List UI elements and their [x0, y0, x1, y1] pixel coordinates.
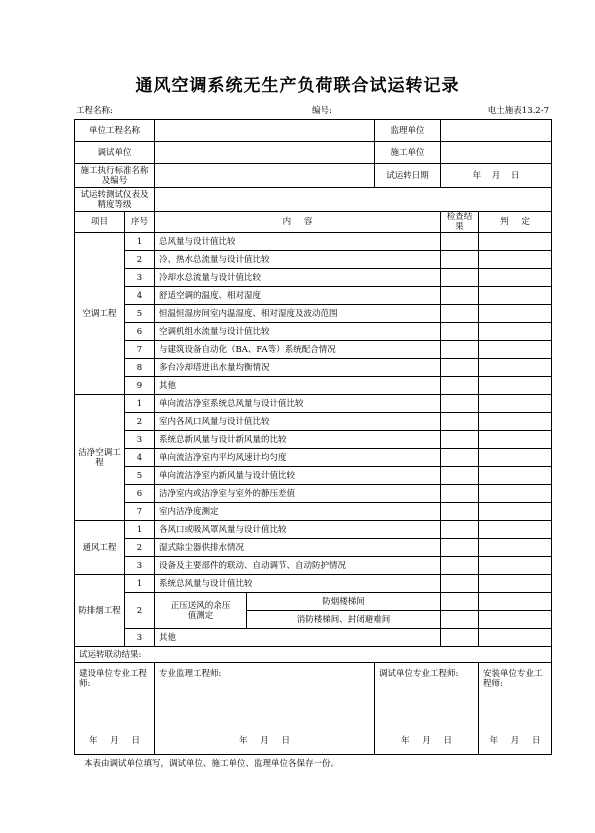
group-name: 洁净空调工程 — [75, 395, 125, 521]
instrument-label: 试运转测试仪表及精度等级 — [75, 188, 155, 212]
check-result-cell[interactable] — [441, 467, 479, 485]
table-row — [75, 557, 552, 575]
check-result-cell[interactable] — [441, 539, 479, 557]
table-row — [75, 413, 552, 431]
table-row — [75, 287, 552, 305]
unit-project-name-field[interactable] — [155, 120, 375, 142]
sub-item-refuge: 消防楼梯间、封闭避难间 — [247, 611, 441, 629]
table-row — [75, 449, 552, 467]
row-content: 冷、热水总流量与设计值比较 — [155, 251, 441, 269]
judgment-cell[interactable] — [479, 395, 552, 413]
check-result-cell[interactable] — [441, 359, 479, 377]
check-result-cell[interactable] — [441, 251, 479, 269]
sub-item-stairwell: 防烟楼梯间 — [247, 593, 441, 611]
judgment-cell[interactable] — [479, 521, 552, 539]
judgment-cell[interactable] — [479, 539, 552, 557]
table-row — [75, 521, 552, 539]
linkage-result-label: 试运转联动结果: — [75, 647, 552, 663]
row-number: 3 — [125, 431, 155, 449]
table-row — [75, 575, 552, 593]
row-number: 8 — [125, 359, 155, 377]
judgment-cell[interactable] — [479, 611, 552, 629]
check-result-cell[interactable] — [441, 431, 479, 449]
test-date-field[interactable]: 年 月 日 — [441, 164, 552, 188]
judgment-cell[interactable] — [479, 431, 552, 449]
col-judgment-header: 判 定 — [479, 212, 552, 233]
standard-label: 施工执行标准名称及编号 — [75, 164, 155, 188]
table-row — [75, 467, 552, 485]
check-result-cell[interactable] — [441, 413, 479, 431]
construction-unit-label: 施工单位 — [375, 142, 441, 164]
row-number: 4 — [125, 449, 155, 467]
row-number: 4 — [125, 287, 155, 305]
table-row — [75, 539, 552, 557]
row-content: 与建筑设备自动化（BA、FA等）系统配合情况 — [155, 341, 441, 359]
judgment-cell[interactable] — [479, 485, 552, 503]
signature-label: 调试单位专业工程师: — [379, 669, 459, 679]
col-check-result-header: 检查结果 — [441, 212, 479, 233]
check-result-cell[interactable] — [441, 233, 479, 251]
commissioning-unit-label: 调试单位 — [75, 142, 155, 164]
row-content: 冷却水总流量与设计值比较 — [155, 269, 441, 287]
row-number: 2 — [125, 251, 155, 269]
row-number: 1 — [125, 575, 155, 593]
group-name: 通风工程 — [75, 521, 125, 575]
table-row — [75, 395, 552, 413]
row-content: 单向流洁净室内新风量与设计值比较 — [155, 467, 441, 485]
unit-project-name-label: 单位工程名称 — [75, 120, 155, 142]
check-result-cell[interactable] — [441, 503, 479, 521]
check-result-cell[interactable] — [441, 449, 479, 467]
col-content-header: 内 容 — [155, 212, 441, 233]
row-content: 设备及主要部件的联动、自动调节、自动防护情况 — [155, 557, 441, 575]
check-result-cell[interactable] — [441, 323, 479, 341]
check-result-cell[interactable] — [441, 287, 479, 305]
supervision-unit-field[interactable] — [441, 120, 552, 142]
signature-date: 年 月 日 — [239, 736, 290, 746]
test-date-label: 试运转日期 — [375, 164, 441, 188]
judgment-cell[interactable] — [479, 341, 552, 359]
check-result-cell[interactable] — [441, 377, 479, 395]
row-number: 3 — [125, 629, 155, 647]
row-content: 单向流洁净室系统总风量与设计值比较 — [155, 395, 441, 413]
judgment-cell[interactable] — [479, 287, 552, 305]
table-row — [75, 251, 552, 269]
row-content: 正压送风的余压值测定 — [155, 593, 247, 629]
col-seq-header: 序号 — [125, 212, 155, 233]
check-result-cell[interactable] — [441, 395, 479, 413]
check-result-cell[interactable] — [441, 341, 479, 359]
row-content: 空调机组水流量与设计值比较 — [155, 323, 441, 341]
judgment-cell[interactable] — [479, 377, 552, 395]
signature-block[interactable] — [75, 663, 155, 755]
judgment-cell[interactable] — [479, 233, 552, 251]
col-item-header: 项目 — [75, 212, 125, 233]
row-content: 多台冷却塔进出水量均衡情况 — [155, 359, 441, 377]
commissioning-record-table — [74, 119, 552, 755]
check-result-cell[interactable] — [441, 485, 479, 503]
signature-date: 年 月 日 — [401, 736, 452, 746]
row-content: 恒温恒湿房间室内温湿度、相对湿度及波动范围 — [155, 305, 441, 323]
signature-date: 年 月 日 — [489, 736, 541, 746]
row-number: 6 — [125, 485, 155, 503]
row-content: 洁净室内或洁净室与室外的静压差值 — [155, 485, 441, 503]
row-content: 湿式除尘器供排水情况 — [155, 539, 441, 557]
row-number: 1 — [125, 395, 155, 413]
row-number: 6 — [125, 323, 155, 341]
table-row — [75, 377, 552, 395]
judgment-cell[interactable] — [479, 251, 552, 269]
judgment-cell[interactable] — [479, 359, 552, 377]
commissioning-unit-field[interactable] — [155, 142, 375, 164]
row-number: 5 — [125, 467, 155, 485]
judgment-cell[interactable] — [479, 449, 552, 467]
signature-date: 年 月 日 — [89, 736, 140, 746]
signature-block[interactable] — [155, 663, 375, 755]
judgment-cell[interactable] — [479, 629, 552, 647]
supervision-unit-label: 监理单位 — [375, 120, 441, 142]
linkage-result-row — [75, 647, 552, 663]
row-content: 系统总风量与设计值比较 — [155, 575, 441, 593]
table-row — [75, 341, 552, 359]
check-result-cell[interactable] — [441, 593, 479, 611]
judgment-cell[interactable] — [479, 323, 552, 341]
footnote: 本表由调试单位填写，调试单位、施工单位、监理单位各保存一份。 — [84, 759, 340, 769]
check-result-cell[interactable] — [441, 557, 479, 575]
signature-label: 安装单位专业工程师: — [483, 669, 543, 689]
check-result-cell[interactable] — [441, 629, 479, 647]
row-number: 2 — [125, 539, 155, 557]
table-row — [75, 503, 552, 521]
judgment-cell[interactable] — [479, 269, 552, 287]
project-name-label: 工程名称: — [76, 106, 113, 116]
table-row — [75, 305, 552, 323]
judgment-cell[interactable] — [479, 575, 552, 593]
construction-unit-field[interactable] — [441, 142, 552, 164]
check-result-cell[interactable] — [441, 521, 479, 539]
signature-label: 专业监理工程师: — [159, 669, 222, 679]
row-content: 舒适空调的温度、相对湿度 — [155, 287, 441, 305]
table-row — [75, 359, 552, 377]
row-number: 2 — [125, 413, 155, 431]
row-number: 2 — [125, 593, 155, 629]
group-name: 防排烟工程 — [75, 575, 125, 647]
check-result-cell[interactable] — [441, 305, 479, 323]
instrument-field[interactable] — [155, 188, 552, 212]
judgment-cell[interactable] — [479, 503, 552, 521]
row-number: 1 — [125, 233, 155, 251]
check-result-cell[interactable] — [441, 611, 479, 629]
form-title: 通风空调系统无生产负荷联合试运转记录 — [135, 76, 460, 96]
table-row — [75, 485, 552, 503]
signature-row — [75, 663, 552, 755]
signature-block[interactable] — [375, 663, 479, 755]
table-row — [75, 323, 552, 341]
number-label: 编号: — [312, 106, 332, 116]
row-content: 其他 — [155, 629, 441, 647]
table-row — [75, 629, 552, 647]
row-number: 7 — [125, 341, 155, 359]
table-row — [75, 593, 552, 611]
row-content: 总风量与设计值比较 — [155, 233, 441, 251]
row-content: 系统总新风量与设计新风量的比较 — [155, 431, 441, 449]
table-row — [75, 269, 552, 287]
form-code: 电土施表13.2-7 — [487, 106, 549, 116]
judgment-cell[interactable] — [479, 413, 552, 431]
row-content: 各风口或吸风罩风量与设计值比较 — [155, 521, 441, 539]
judgment-cell[interactable] — [479, 305, 552, 323]
row-content: 单向流洁净室内平均风速计均匀度 — [155, 449, 441, 467]
signature-label: 建设单位专业工程师: — [79, 669, 148, 689]
row-content: 其他 — [155, 377, 441, 395]
judgment-cell[interactable] — [479, 557, 552, 575]
table-row — [75, 233, 552, 251]
judgment-cell[interactable] — [479, 593, 552, 611]
standard-field[interactable] — [155, 164, 375, 188]
check-result-cell[interactable] — [441, 269, 479, 287]
row-number: 9 — [125, 377, 155, 395]
group-name: 空调工程 — [75, 233, 125, 395]
row-content: 室内各风口风量与设计值比较 — [155, 413, 441, 431]
signature-block[interactable] — [479, 663, 552, 755]
judgment-cell[interactable] — [479, 467, 552, 485]
check-result-cell[interactable] — [441, 575, 479, 593]
table-row — [75, 431, 552, 449]
row-number: 3 — [125, 557, 155, 575]
row-content: 室内洁净度测定 — [155, 503, 441, 521]
row-number: 1 — [125, 521, 155, 539]
row-number: 7 — [125, 503, 155, 521]
row-number: 5 — [125, 305, 155, 323]
row-number: 3 — [125, 269, 155, 287]
